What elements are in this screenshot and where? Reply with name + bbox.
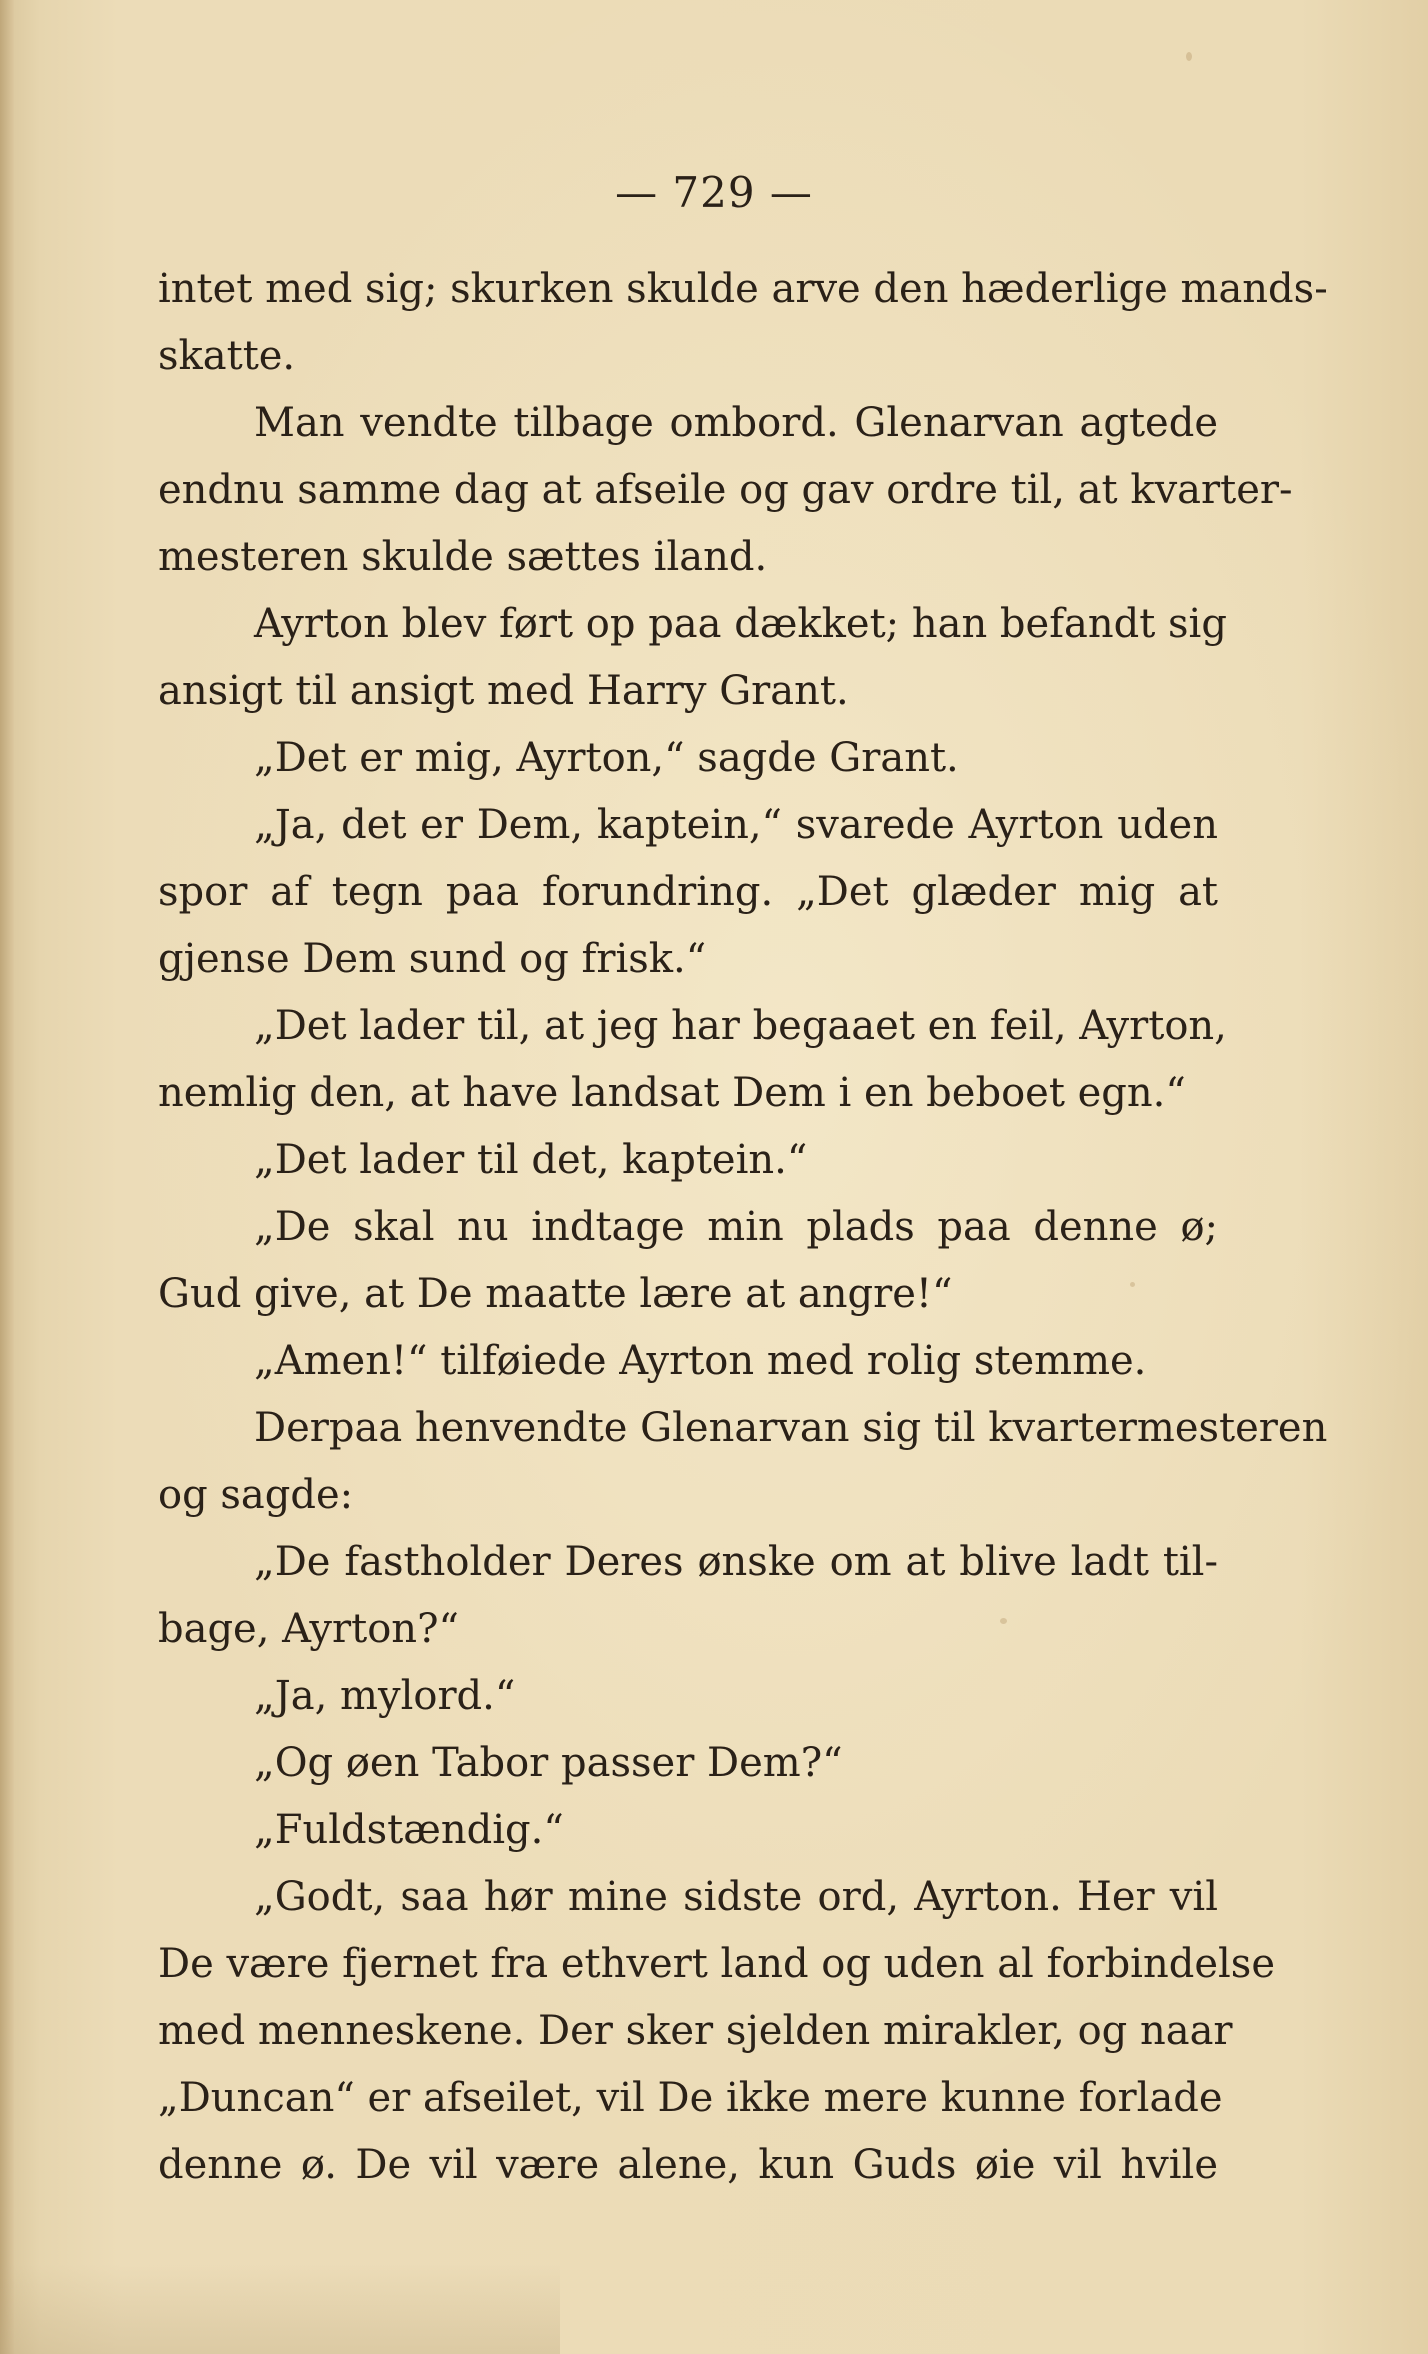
text-line: ansigt til ansigt med Harry Grant. — [158, 668, 849, 714]
text-line: Derpaa henvendte Glenarvan sig til kvartermesteren — [254, 1405, 1328, 1451]
text-line: „Det er mig, Ayrton,“ sagde Grant. — [254, 735, 959, 781]
body-text — [158, 256, 1328, 2199]
text-line: mesteren skulde sættes iland. — [158, 534, 768, 580]
page-number: — 729 — — [615, 168, 813, 217]
text-line: „De fastholder Deres ønske om at blive ladt til- — [254, 1539, 1218, 1585]
text-line: „Duncan“ er afseilet, vil De ikke mere kunne forlade — [158, 2075, 1223, 2121]
text-line: „Og øen Tabor passer Dem?“ — [254, 1740, 843, 1786]
page-stain — [0, 2264, 560, 2354]
binding-edge — [0, 0, 14, 2354]
text-line: „Godt, saa hør mine sidste ord, Ayrton. Her vil — [254, 1874, 1218, 1920]
text-line: „Fuldstændig.“ — [254, 1807, 564, 1853]
text-line: gjense Dem sund og frisk.“ — [158, 936, 707, 982]
text-line: skatte. — [158, 333, 296, 379]
text-line: intet med sig; skurken skulde arve den hæderlige mands- — [158, 266, 1328, 312]
text-line: endnu samme dag at afseile og gav ordre til, at kvarter- — [158, 467, 1293, 513]
text-line: spor af tegn paa forundring. „Det glæder mig at — [158, 869, 1218, 915]
text-line: Ayrton blev ført op paa dækket; han befandt sig — [254, 601, 1227, 647]
text-line: „Ja, det er Dem, kaptein,“ svarede Ayrton uden — [254, 802, 1218, 848]
text-line: „Det lader til, at jeg har begaaet en feil, Ayrton, — [254, 1003, 1227, 1049]
text-line: nemlig den, at have landsat Dem i en beboet egn.“ — [158, 1070, 1186, 1116]
text-line: Man vendte tilbage ombord. Glenarvan agtede — [254, 400, 1218, 446]
foxing-spot — [1186, 52, 1192, 61]
text-line: Gud give, at De maatte lære at angre!“ — [158, 1271, 953, 1317]
text-line: med menneskene. Der sker sjelden mirakler, og naar — [158, 2008, 1233, 2054]
text-line: De være fjernet fra ethvert land og uden al forbindelse — [158, 1941, 1275, 1987]
text-line: „Amen!“ tilføiede Ayrton med rolig stemme. — [254, 1338, 1147, 1384]
text-line: „De skal nu indtage min plads paa denne ø; — [254, 1204, 1218, 1250]
text-line: „Det lader til det, kaptein.“ — [254, 1137, 808, 1183]
text-line: og sagde: — [158, 1472, 354, 1518]
text-line: bage, Ayrton?“ — [158, 1606, 459, 1652]
text-line: denne ø. De vil være alene, kun Guds øie vil hvile — [158, 2142, 1218, 2188]
text-line: „Ja, mylord.“ — [254, 1673, 516, 1719]
